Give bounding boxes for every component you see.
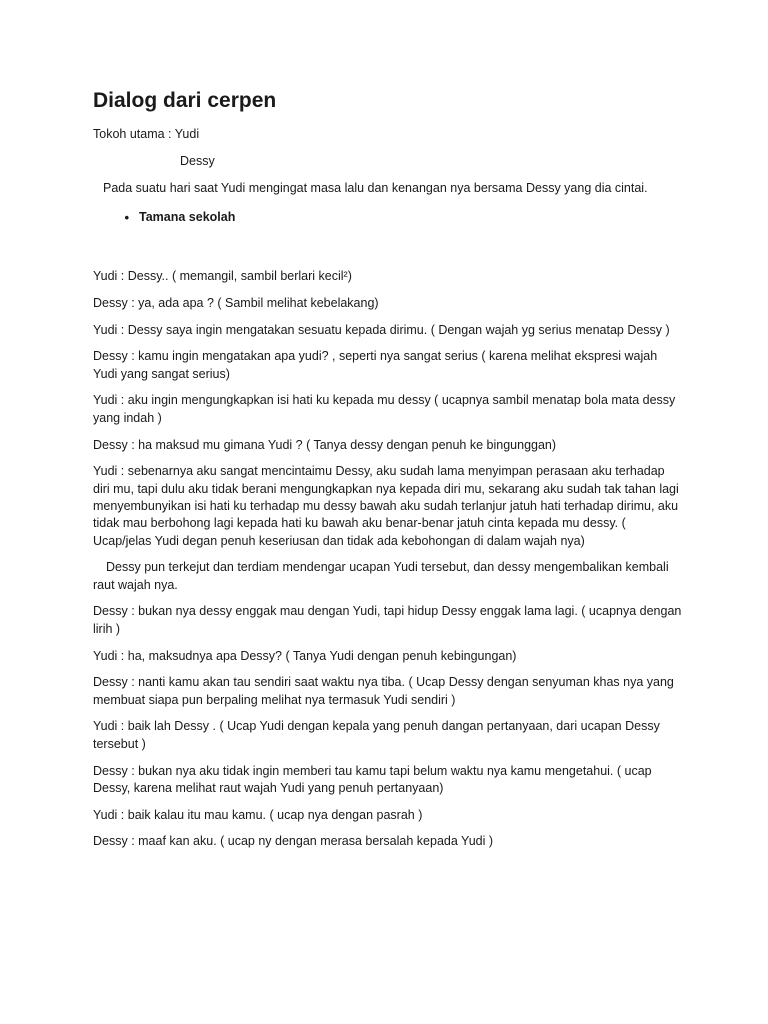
main-characters-line: Tokoh utama : Yudi bbox=[93, 127, 200, 141]
dialog-line: Yudi : aku ingin mengungkapkan isi hati ku kepada mu dessy ( ucapnya sambil menatap bola mata dessy yang indah ) bbox=[93, 393, 676, 425]
dialog-line: Dessy : bukan nya aku tidak ingin memberi tau kamu tapi belum waktu nya kamu mengetahui. ( ucap Dessy, karena melihat raut wajah Yudi yang penuh pertanyaan) bbox=[93, 763, 652, 795]
document-page bbox=[93, 88, 683, 860]
dialog-line: Yudi : baik kalau itu mau kamu. ( ucap nya dengan pasrah ) bbox=[93, 807, 423, 822]
dialog-line: Dessy : maaf kan aku. ( ucap ny dengan merasa bersalah kepada Yudi ) bbox=[93, 834, 494, 849]
dialog-line: Yudi : ha, maksudnya apa Dessy? ( Tanya Yudi dengan penuh kebingungan) bbox=[93, 648, 517, 663]
setting-bullet bbox=[93, 209, 683, 227]
dialog-line: Dessy : ha maksud mu gimana Yudi ? ( Tanya dessy dengan penuh ke bingunggan) bbox=[93, 437, 557, 452]
narration-paragraph: Dessy pun terkejut dan terdiam mendengar ucapan Yudi tersebut, dan dessy mengembalikan kembali raut wajah nya. bbox=[93, 560, 669, 592]
second-character-line: Dessy bbox=[180, 154, 215, 168]
dialog-line: Yudi : sebenarnya aku sangat mencintaimu Dessy, aku sudah lama menyimpan perasaan aku terhadap diri mu, tapi dulu aku tidak berani mengungkapkan nya kepada diri mu, sekarang aku sudah tak tahan lagi menyembunyikan isi hati ku terhadap mu dessy bawah aku sudah terlanjur jatuh hati terhadap dirimu, aku tidak mau berbohong lagi kepada hati ku bawah aku benar-benar jatuh cinta kepada mu dessy. ( Ucap/jelas Yudi degan penuh keseriusan dan tidak ada kebohongan di dalam wajah nya) bbox=[93, 464, 679, 548]
dialog-line: Yudi : baik lah Dessy . ( Ucap Yudi dengan kepala yang penuh dangan pertanyaan, dari ucapan Dessy tersebut ) bbox=[93, 719, 660, 751]
dialog-line: Dessy : nanti kamu akan tau sendiri saat waktu nya tiba. ( Ucap Dessy dengan senyuman khas nya yang membuat siapa pun berpaling melihat nya termasuk Yudi sendiri ) bbox=[93, 675, 674, 707]
setting-label: Tamana sekolah bbox=[139, 209, 236, 224]
document-title: Dialog dari cerpen bbox=[93, 89, 277, 112]
bullet-icon: • bbox=[124, 209, 129, 225]
dialog-line: Dessy : ya, ada apa ? ( Sambil melihat kebelakang) bbox=[93, 295, 379, 310]
dialog-line: Dessy : bukan nya dessy enggak mau dengan Yudi, tapi hidup Dessy enggak lama lagi. ( ucapnya dengan lirih ) bbox=[93, 604, 682, 636]
intro-paragraph: Pada suatu hari saat Yudi mengingat masa lalu dan kenangan nya bersama Dessy yang dia cintai. bbox=[103, 181, 648, 195]
dialog-line: Yudi : Dessy.. ( memangil, sambil berlari kecil²) bbox=[93, 269, 352, 283]
dialog-line: Yudi : Dessy saya ingin mengatakan sesuatu kepada dirimu. ( Dengan wajah yg serius menatap Dessy ) bbox=[93, 322, 670, 337]
dialog-line: Dessy : kamu ingin mengatakan apa yudi? , seperti nya sangat serius ( karena melihat ekspresi wajah Yudi yang sangat serius) bbox=[93, 349, 658, 381]
